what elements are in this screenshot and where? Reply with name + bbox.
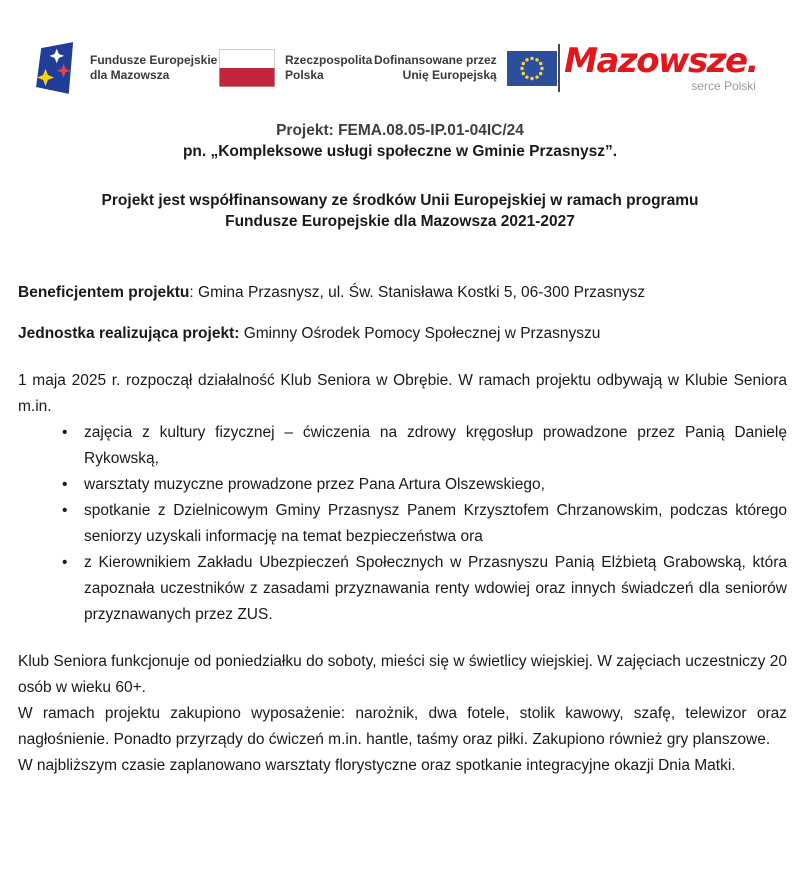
pl-logo-label [285,53,372,83]
poland-flag-icon [219,49,275,87]
mazowsze-tagline: serce Polski [691,79,756,93]
title-block [0,120,800,232]
intro-paragraph: 1 maja 2025 r. rozpoczął działalność Klub Seniora w Obrębie. W ramach projektu odbywają w Klubie Seniora m.in. [18,372,787,415]
activities-list [60,420,787,628]
logo-dofinansowane-ue [374,51,557,86]
eu-logo-line1: Dofinansowane przez [374,53,497,67]
project-info [18,283,786,344]
title-spacer [0,162,800,190]
eu-logo-label [374,53,497,83]
implementing-unit-value: Gminny Ośrodek Pomocy Społecznej w Przasnyszu [239,325,601,342]
beneficiary-value: : Gmina Przasnysz, ul. Św. Stanisława Kostki 5, 06-300 Przasnysz [189,284,646,301]
logo-strip [0,0,800,100]
eu-logo-line2: Unię Europejską [402,68,497,82]
logo-mazowsze [562,43,758,93]
fe-flag-icon [30,39,80,97]
cofinancing-line1: Projekt jest współfinansowany ze środków Unii Europejskiej w ramach programu [101,192,699,209]
eu-flag-icon [507,51,557,86]
list-item: • spotkanie z Dzielnicowym Gminy Przasnysz Panem Krzysztofem Chrzanowskim, podczas którego seniorzy uzyskali informację na temat bezpieczeństwa ora [60,498,787,550]
list-item: • z Kierownikiem Zakładu Ubezpieczeń Społecznych w Przasnyszu Panią Elżbietą Grabowską, która zapoznała uczestników z zasadami przyznawania renty wdowiej oraz innych świadczeń dla seniorów przyznawanych przez ZUS. [60,550,787,628]
list-item: • zajęcia z kultury fizycznej – ćwiczenia na zdrowy kręgosłup prowadzone przez Panią Danielę Rykowską, [60,420,787,472]
pl-logo-line2: Polska [285,68,324,82]
pl-logo-line1: Rzeczpospolita [285,53,373,67]
logo-fundusze-europejskie [30,39,217,97]
fe-logo-line1: Fundusze Europejskie [90,53,218,67]
fe-logo-label [90,53,217,83]
paragraph: W ramach projektu zakupiono wyposażenie: narożnik, dwa fotele, stolik kawowy, szafę, telewizor oraz nagłośnienie. Ponadto przyrządy do ćwiczeń m.in. hantle, taśmy oraz piłki. Zakupiono również gry planszowe. [18,705,787,748]
list-item: • warsztaty muzyczne prowadzone przez Pana Artura Olszewskiego, [60,472,787,498]
beneficiary-line [18,283,786,303]
implementing-unit-line [18,324,786,344]
paragraph: Klub Seniora funkcjonuje od poniedziałku do soboty, mieści się w świetlicy wiejskiej. W zajęciach uczestniczy 20 osób w wieku 60+. [18,653,787,696]
logo-rzeczpospolita-polska [219,49,372,87]
header-divider [558,44,560,92]
cofinancing-line2: Fundusze Europejskie dla Mazowsza 2021-2027 [225,213,575,230]
project-number-line: Projekt: FEMA.08.05-IP.01-04IC/24 [276,122,524,139]
implementing-unit-label: Jednostka realizująca projekt: [18,325,240,342]
document-body [18,368,787,779]
mazowsze-wordmark: Mazowsze. [564,41,758,81]
project-name-line: pn. „Kompleksowe usługi społeczne w Gminie Przasnysz”. [182,143,618,160]
beneficiary-label: Beneficjentem projektu [18,284,190,301]
fe-logo-line2: dla Mazowsza [90,68,170,82]
paragraph: W najbliższym czasie zaplanowano warsztaty florystyczne oraz spotkanie integracyjne okazji Dnia Matki. [18,757,736,774]
